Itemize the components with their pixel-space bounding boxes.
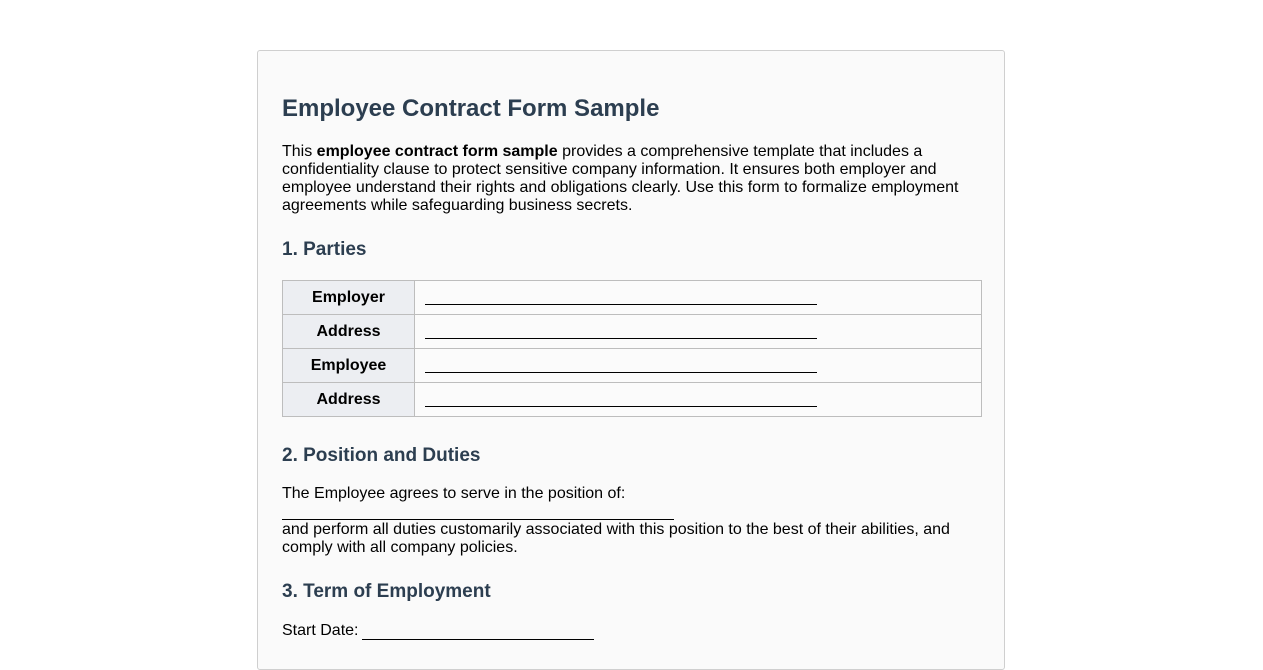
intro-bold: employee contract form sample <box>316 143 558 160</box>
employer-field[interactable] <box>415 281 982 315</box>
position-text-after: and perform all duties customarily associated with this position to the best of their abilities, and comply with all company policies. <box>282 521 950 556</box>
employer-label: Employer <box>283 281 415 315</box>
start-date-blank-line[interactable] <box>362 625 594 640</box>
position-text-before: The Employee agrees to serve in the position of: <box>282 485 626 502</box>
contract-document <box>257 50 1005 670</box>
intro-paragraph <box>282 143 972 215</box>
employer-address-field[interactable] <box>415 315 982 349</box>
start-date-label: Start Date: <box>282 622 359 639</box>
page-title: Employee Contract Form Sample <box>282 95 660 122</box>
term-heading: 3. Term of Employment <box>282 581 491 602</box>
position-blank-line[interactable] <box>282 519 674 520</box>
employee-address-label: Address <box>283 383 415 417</box>
employee-field[interactable] <box>415 349 982 383</box>
start-date-row <box>282 622 594 640</box>
employer-blank-line <box>425 294 817 305</box>
employer-address-blank-line <box>425 328 817 339</box>
employee-label: Employee <box>283 349 415 383</box>
employee-address-blank-line <box>425 396 817 407</box>
intro-prefix: This <box>282 143 317 160</box>
employer-address-label: Address <box>283 315 415 349</box>
table-row <box>283 349 982 383</box>
employee-blank-line <box>425 362 817 373</box>
table-row <box>283 383 982 417</box>
parties-table <box>282 280 982 417</box>
table-row <box>283 315 982 349</box>
intro-suffix: provides a comprehensive template that includes a confidentiality clause to protect sensitive company information. It ensures both employer and employee understand their rights and obligations clearly. Use this form to formalize employment agreements while safeguarding business secrets. <box>282 143 959 214</box>
table-row <box>283 281 982 315</box>
parties-heading: 1. Parties <box>282 239 367 260</box>
position-heading: 2. Position and Duties <box>282 445 481 466</box>
employee-address-field[interactable] <box>415 383 982 417</box>
